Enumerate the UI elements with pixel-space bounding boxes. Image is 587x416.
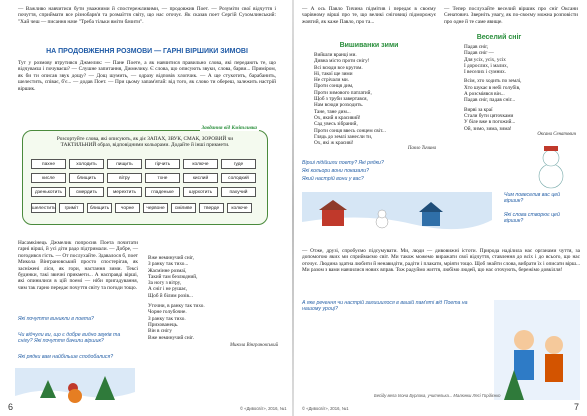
word-card: пахне bbox=[31, 159, 66, 169]
page-number-left: 6 bbox=[8, 402, 14, 412]
word-card: дзенькотить bbox=[31, 187, 66, 197]
poem-line: Вирві за краї bbox=[464, 106, 493, 113]
poem-line: А сніг і не рушає, bbox=[148, 286, 188, 293]
right-question-3: А яке речення чи настрій залишилося в вашій пам'яті від Поета на нашому уроці? bbox=[302, 300, 468, 313]
word-card: червоне bbox=[143, 203, 168, 213]
poem2-title: Веселий сніг bbox=[476, 34, 522, 41]
right-question-1b: Які кольори вони показали? bbox=[302, 168, 370, 174]
word-card: солодкий bbox=[221, 173, 256, 183]
footer-credit: Бесіду вела Ілона Бурлака, учителька... Малюнки Лесі Гордієнко bbox=[374, 393, 501, 398]
poem-line: Вже неминучий сніг, bbox=[148, 255, 194, 261]
poem-line: Нам всюди розходить. bbox=[314, 102, 364, 109]
word-card: кислий bbox=[183, 173, 218, 183]
word-card: блищить bbox=[87, 203, 112, 213]
poem-line: Уточни, в ранку так тихо. bbox=[148, 303, 205, 310]
poem-line: Вже неминучий сніг. bbox=[148, 334, 194, 341]
poem-line: Ой, зимо, зима, зима! bbox=[464, 125, 512, 132]
poem-line: Тане, тане дим... bbox=[314, 108, 351, 115]
poem-line: Жасмінне розмаї, bbox=[148, 267, 187, 274]
poem-line: Не стрічали ми. bbox=[314, 77, 349, 84]
winter-illustration-left bbox=[15, 368, 135, 408]
word-card: гладеньке bbox=[145, 187, 180, 197]
poem-line: Сад увесь зібраний, bbox=[314, 121, 358, 128]
footer-right: © «Дивосвіт», 2016, №1 bbox=[302, 406, 349, 411]
poem-line: Прихованець. bbox=[148, 321, 179, 328]
right-question-1a: Вірші підійшли поету? Які рядки? bbox=[302, 160, 384, 166]
word-card: чорне bbox=[115, 203, 140, 213]
poem-author: Микола Вінграновський bbox=[230, 342, 278, 348]
word-card: колюче bbox=[183, 159, 218, 169]
poem-line: Падав сніг — bbox=[464, 50, 494, 57]
word-card: мерехтить bbox=[107, 187, 142, 197]
word-card: шурхотить bbox=[183, 187, 218, 197]
poem-line: Він в снігу bbox=[148, 328, 172, 335]
poem-line: З ранку так тихо. bbox=[148, 315, 186, 322]
word-card: пахучий bbox=[221, 187, 256, 197]
poem-line: І дорослих, і малих, bbox=[464, 62, 509, 69]
poem-line: Вийшли вранці ми. bbox=[314, 52, 357, 58]
poem-line: Хто шукає в небі голубів, bbox=[464, 84, 521, 91]
left-intro: — Важливо навчитися бути уважними й спостережливими, — продовжив Поет. — Розуміти свої відчуття і почуття, сприймати все різнобарв'я та розмаїття світу, що нас оточує. Як сказав поет Сергій Сухомлинський: "Хай чеш — писання наче "Треба тільки вміти бачити". bbox=[18, 6, 276, 25]
left-body1: Тут у розмову втрутився Джмелик: — Пане Поете, а як навчитися правильно слова, які передають те, що відчуваєш і почуваєш? — Слушне запитання, Джмелику. Є слова, що описують звуки, слова, барви... Приміром, як би ти описав звук дощу? — Дощ шумить, — одразу відповів хлопчик. — А ще стукотить, барабанить, шелестить, співає, б'є... — додав Поет. — При цьому запам'ятай: від того, як слово ти обереш, залежить настрій віршик. bbox=[18, 60, 276, 92]
word-card: сміливе bbox=[171, 203, 196, 213]
poem-line: Проти сонця дим, bbox=[314, 83, 354, 90]
poem-line: А розсміявся він... bbox=[464, 91, 505, 98]
poem2-author: Оксана Сенатович bbox=[537, 131, 576, 137]
poem-line: З ранку так тихо... bbox=[148, 261, 189, 268]
poem-line: Всім, хто ходить по землі, bbox=[464, 78, 522, 85]
winter-illustration-center bbox=[302, 192, 492, 244]
poem-line: І веселих і сумних. bbox=[464, 69, 507, 76]
right-intro: — А ось Павло Тичина підмітив і передає в своєму чарівному вірші про те, що великі сніговиці підморожує жовтий, як каже Павло, про та... bbox=[302, 6, 436, 25]
left-question-3: Які рядки вам найбільше сподобалися? bbox=[18, 354, 114, 360]
poem-line: Для усіх, усіх, усіх bbox=[464, 56, 506, 63]
poem-line: Проти зимового патлатий, bbox=[314, 89, 372, 96]
left-page bbox=[0, 0, 293, 416]
left-question-1: Які почуття виникли в поета? bbox=[18, 316, 94, 322]
right-question-2b: Які слова створює цей віршик? bbox=[504, 212, 560, 225]
word-card: гірчить bbox=[145, 159, 180, 169]
word-card: блищить bbox=[69, 173, 104, 183]
left-body2: Насамкінець Джмелик попросив Поета почитати гарні вірші, й усі діти радо підтримали. — Добре, — погодився гість. — От послухайте. Здавалося б, поет Микола Вінграновський просто спостерігав, як засніжені ліси, як гори, настання зими. Тексі будинки, такі звичні прикмети... А насправді вірші, які опинилися в цій поемі — ніби пригадування, чим так гарно передає почуття світу та погоди тощо. bbox=[18, 240, 138, 291]
word-card: колюче bbox=[227, 203, 252, 213]
task-label: Завдання від Кмітливка bbox=[201, 125, 257, 131]
word-card: тхне bbox=[145, 173, 180, 183]
word-card: шелестить bbox=[31, 203, 56, 213]
poem-line: Падав сніг, bbox=[464, 44, 489, 50]
poem-line: Чорне голубочне. bbox=[148, 309, 187, 316]
children-illustration bbox=[494, 300, 580, 400]
poem-line: Дивна місто проти снігу! bbox=[314, 58, 370, 65]
footer-left: © «Дивосвіт», 2016, №1 bbox=[240, 406, 287, 411]
word-card: пищить bbox=[107, 159, 142, 169]
poem-line: Ні, такої ще зими bbox=[314, 70, 353, 77]
word-card: холодить bbox=[69, 159, 104, 169]
right-body2: — Отже, друзі, спробуємо підсумувати. Ми, люди — дивовижні істоти. Природа наділила нас органами чуття, за допомогою яких ми сприймаємо світ. Ми також можемо виражати свої відчуття, ставлення до всіх і до всього, що нас оточує. Людина здатна любити й ненавидіти, радіти і плакати, мріяти тощо. Щоб знайти слова, вибрати їх і описати вірш... Ми разом з вами навчилися нових вправ. Тож радуймо життя, любімо людей, що нас оточують, бережімо довкілля! bbox=[302, 248, 580, 274]
word-card: вітру bbox=[107, 173, 142, 183]
poem-line: Стали бути цяточками bbox=[464, 112, 514, 119]
word-card: тверде bbox=[199, 203, 224, 213]
poem-line: У біле вже в погожий... bbox=[464, 119, 516, 126]
left-question-2: Чи відчули ви, що є добре видно звуків та снігу? Які почуття бачили віршик? bbox=[18, 332, 121, 345]
poem-line: Такий там безлюдний, bbox=[148, 273, 198, 280]
word-card: гриміт bbox=[59, 203, 84, 213]
snowman-illustration bbox=[522, 140, 580, 190]
poem-line: Проти сонця ввесь сонцем світ... bbox=[314, 127, 386, 134]
poem-line: Падав сніг, падав сніг... bbox=[464, 97, 516, 104]
word-card: гуде bbox=[221, 159, 256, 169]
word-card: кисле bbox=[31, 173, 66, 183]
word-card: смердить bbox=[69, 187, 104, 197]
poem-line: Щоб й білим розів... bbox=[148, 292, 193, 299]
poem2 bbox=[464, 44, 576, 138]
task-box bbox=[22, 125, 268, 225]
poem-line: Всі всюди все кругом. bbox=[314, 64, 363, 71]
poem-line: Щоб з труби завертався, bbox=[314, 96, 368, 103]
poem-line: Ох, які ж красиві! bbox=[314, 140, 354, 147]
poem1-author: Павло Тичина bbox=[407, 146, 436, 152]
right-page bbox=[294, 0, 587, 416]
right-question-2a: Чим повеселив вас цей віршик? bbox=[504, 192, 561, 205]
left-section-title: НА ПРОДОВЖЕННЯ РОЗМОВИ — ГАРНІ ВІРШИКИ ЗИМОВІ bbox=[46, 48, 248, 55]
right-intro2: — Тепер послухайте веселий віршик про сніг Оксани Сенатович. Зверніть увагу, як по-своєму можна розповісти про одне й те саме явище. bbox=[444, 6, 578, 25]
left-poem bbox=[148, 255, 278, 349]
page-number-right: 7 bbox=[573, 402, 579, 412]
poem-line: Глядь до землі занесли ти, bbox=[314, 133, 373, 140]
poem1 bbox=[314, 52, 436, 153]
right-question-1c: Який настрій вони у вас? bbox=[302, 176, 364, 182]
poem-line: За ногу з вітру, bbox=[148, 280, 182, 287]
poem1-title: Вишиванки зими bbox=[339, 42, 399, 49]
poem-line: Ох, який я красивий! bbox=[314, 114, 361, 121]
task-text: Розсортуйте слова, які описують, як діє ЗАПАХ, ЗВУК, СМАК, ЗОРОВИЙ чи ТАКТИЛЬНИЙ образ, відповідними кольорами. Додайте й інші прикмети. bbox=[56, 136, 234, 149]
